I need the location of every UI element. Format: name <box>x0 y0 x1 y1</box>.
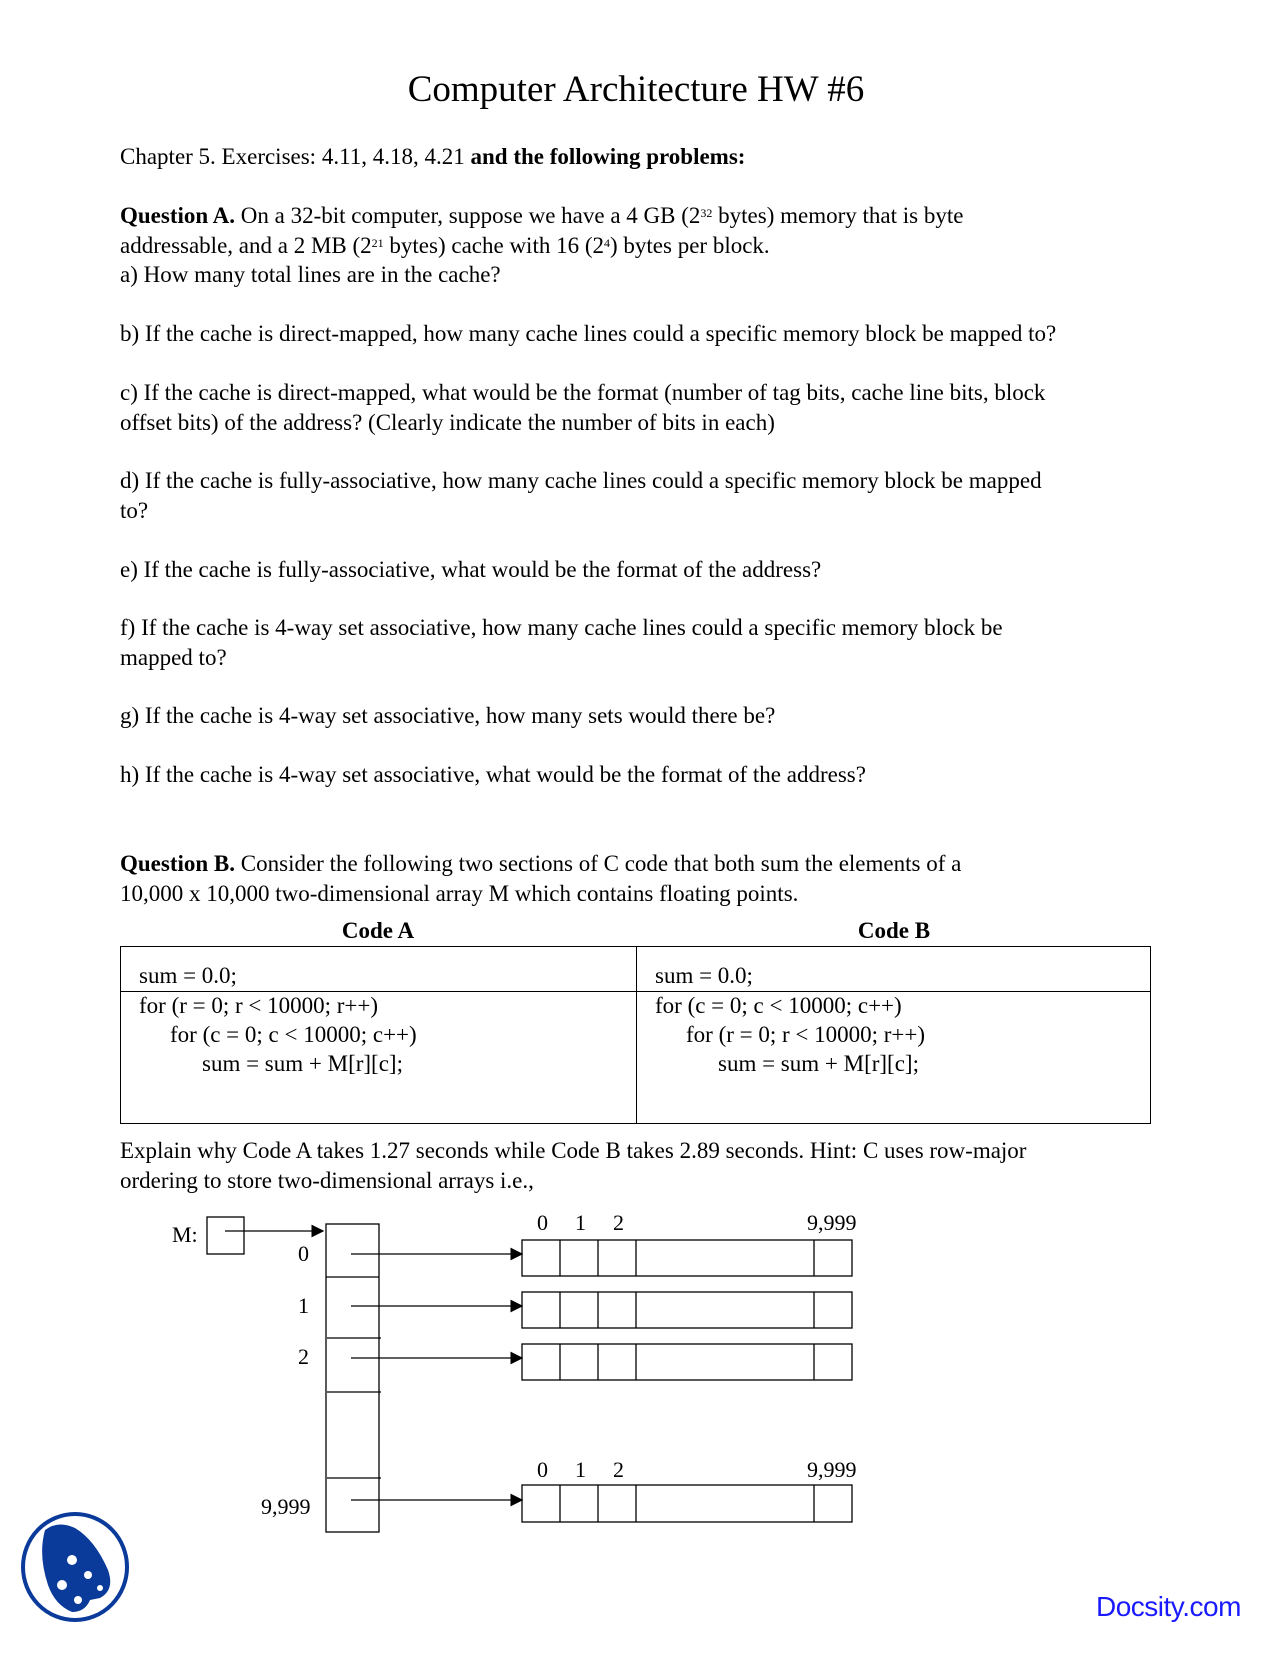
col-label: 2 <box>613 1457 624 1482</box>
col-label: 9,999 <box>807 1457 857 1482</box>
question-a-label: Question A. <box>120 203 236 228</box>
docsity-link[interactable]: Docsity.com <box>1096 1591 1241 1622</box>
explain-line-1: Explain why Code A takes 1.27 seconds while Code B takes 2.89 seconds. Hint: C uses row-major <box>120 1138 1027 1163</box>
part-c: c) If the cache is direct-mapped, what would be the format (number of tag bits, cache line bits, block <box>120 380 1046 405</box>
question-b-label: Question B. <box>120 851 236 876</box>
qa-sup: 21 <box>371 236 384 250</box>
intro-bold: and the following problems: <box>470 144 746 169</box>
row-array-9999 <box>522 1485 852 1522</box>
m-pointer-box <box>207 1217 244 1254</box>
code-a-line: for (c = 0; c < 10000; c++) <box>170 1022 417 1047</box>
qa-text: ) bytes per block. <box>610 233 770 258</box>
code-a-line: sum = 0.0; <box>139 963 237 988</box>
qa-sup: 32 <box>700 206 713 220</box>
page-title: Computer Architecture HW #6 <box>407 69 865 110</box>
row-label: 0 <box>298 1241 309 1266</box>
code-b-heading: Code B <box>857 918 931 943</box>
qa-text: addressable, and a 2 MB (2 <box>120 233 372 258</box>
part-f: f) If the cache is 4-way set associative, how many cache lines could a specific memory block be <box>120 615 1003 640</box>
col-label: 0 <box>537 1457 548 1482</box>
row-array-2 <box>522 1344 852 1380</box>
row-label: 2 <box>298 1344 309 1369</box>
intro-text: Chapter 5. Exercises: 4.11, 4.18, 4.21 <box>120 144 471 169</box>
code-b-line: for (c = 0; c < 10000; c++) <box>655 993 902 1018</box>
row-array-1 <box>522 1292 852 1328</box>
code-a-line: for (r = 0; r < 10000; r++) <box>139 993 379 1018</box>
col-label: 1 <box>575 1457 586 1482</box>
part-a: a) How many total lines are in the cache? <box>120 262 501 287</box>
row-label: 1 <box>298 1293 309 1318</box>
m-label: M: <box>172 1222 198 1247</box>
col-label: 1 <box>575 1210 586 1235</box>
part-c-cont: offset bits) of the address? (Clearly indicate the number of bits in each) <box>120 410 775 435</box>
part-g: g) If the cache is 4-way set associative, how many sets would there be? <box>120 703 776 728</box>
part-h: h) If the cache is 4-way set associative, what would be the format of the address? <box>120 762 866 787</box>
qa-text: bytes) cache with 16 (2 <box>383 233 604 258</box>
qa-text: On a 32-bit computer, suppose we have a 4 GB (2 <box>235 203 701 228</box>
qa-text: bytes) memory that is byte <box>712 203 964 228</box>
col-label: 2 <box>613 1210 624 1235</box>
part-d: d) If the cache is fully-associative, how many cache lines could a specific memory block be mapped <box>120 468 1042 493</box>
row-label: 9,999 <box>261 1494 311 1519</box>
part-e: e) If the cache is fully-associative, what would be the format of the address? <box>120 557 822 582</box>
qb-text: Consider the following two sections of C code that both sum the elements of a <box>235 851 962 876</box>
part-f-cont: mapped to? <box>120 645 227 670</box>
qa-sup: 4 <box>604 236 610 250</box>
code-a-line: sum = sum + M[r][c]; <box>202 1051 403 1076</box>
row-array-0 <box>522 1240 852 1276</box>
question-b-line-2: 10,000 x 10,000 two-dimensional array M which contains floating points. <box>120 881 799 906</box>
docsity-logo <box>23 1514 127 1620</box>
code-b-line: for (r = 0; r < 10000; r++) <box>686 1022 926 1047</box>
row-pointer-column <box>326 1224 379 1532</box>
code-b-line: sum = sum + M[r][c]; <box>718 1051 919 1076</box>
col-label: 0 <box>537 1210 548 1235</box>
explain-line-2: ordering to store two-dimensional arrays i.e., <box>120 1168 534 1193</box>
part-b: b) If the cache is direct-mapped, how many cache lines could a specific memory block be mapped to? <box>120 321 1057 346</box>
code-a-heading: Code A <box>341 918 415 943</box>
code-b-line: sum = 0.0; <box>655 963 753 988</box>
col-label: 9,999 <box>807 1210 857 1235</box>
part-d-cont: to? <box>120 498 149 523</box>
